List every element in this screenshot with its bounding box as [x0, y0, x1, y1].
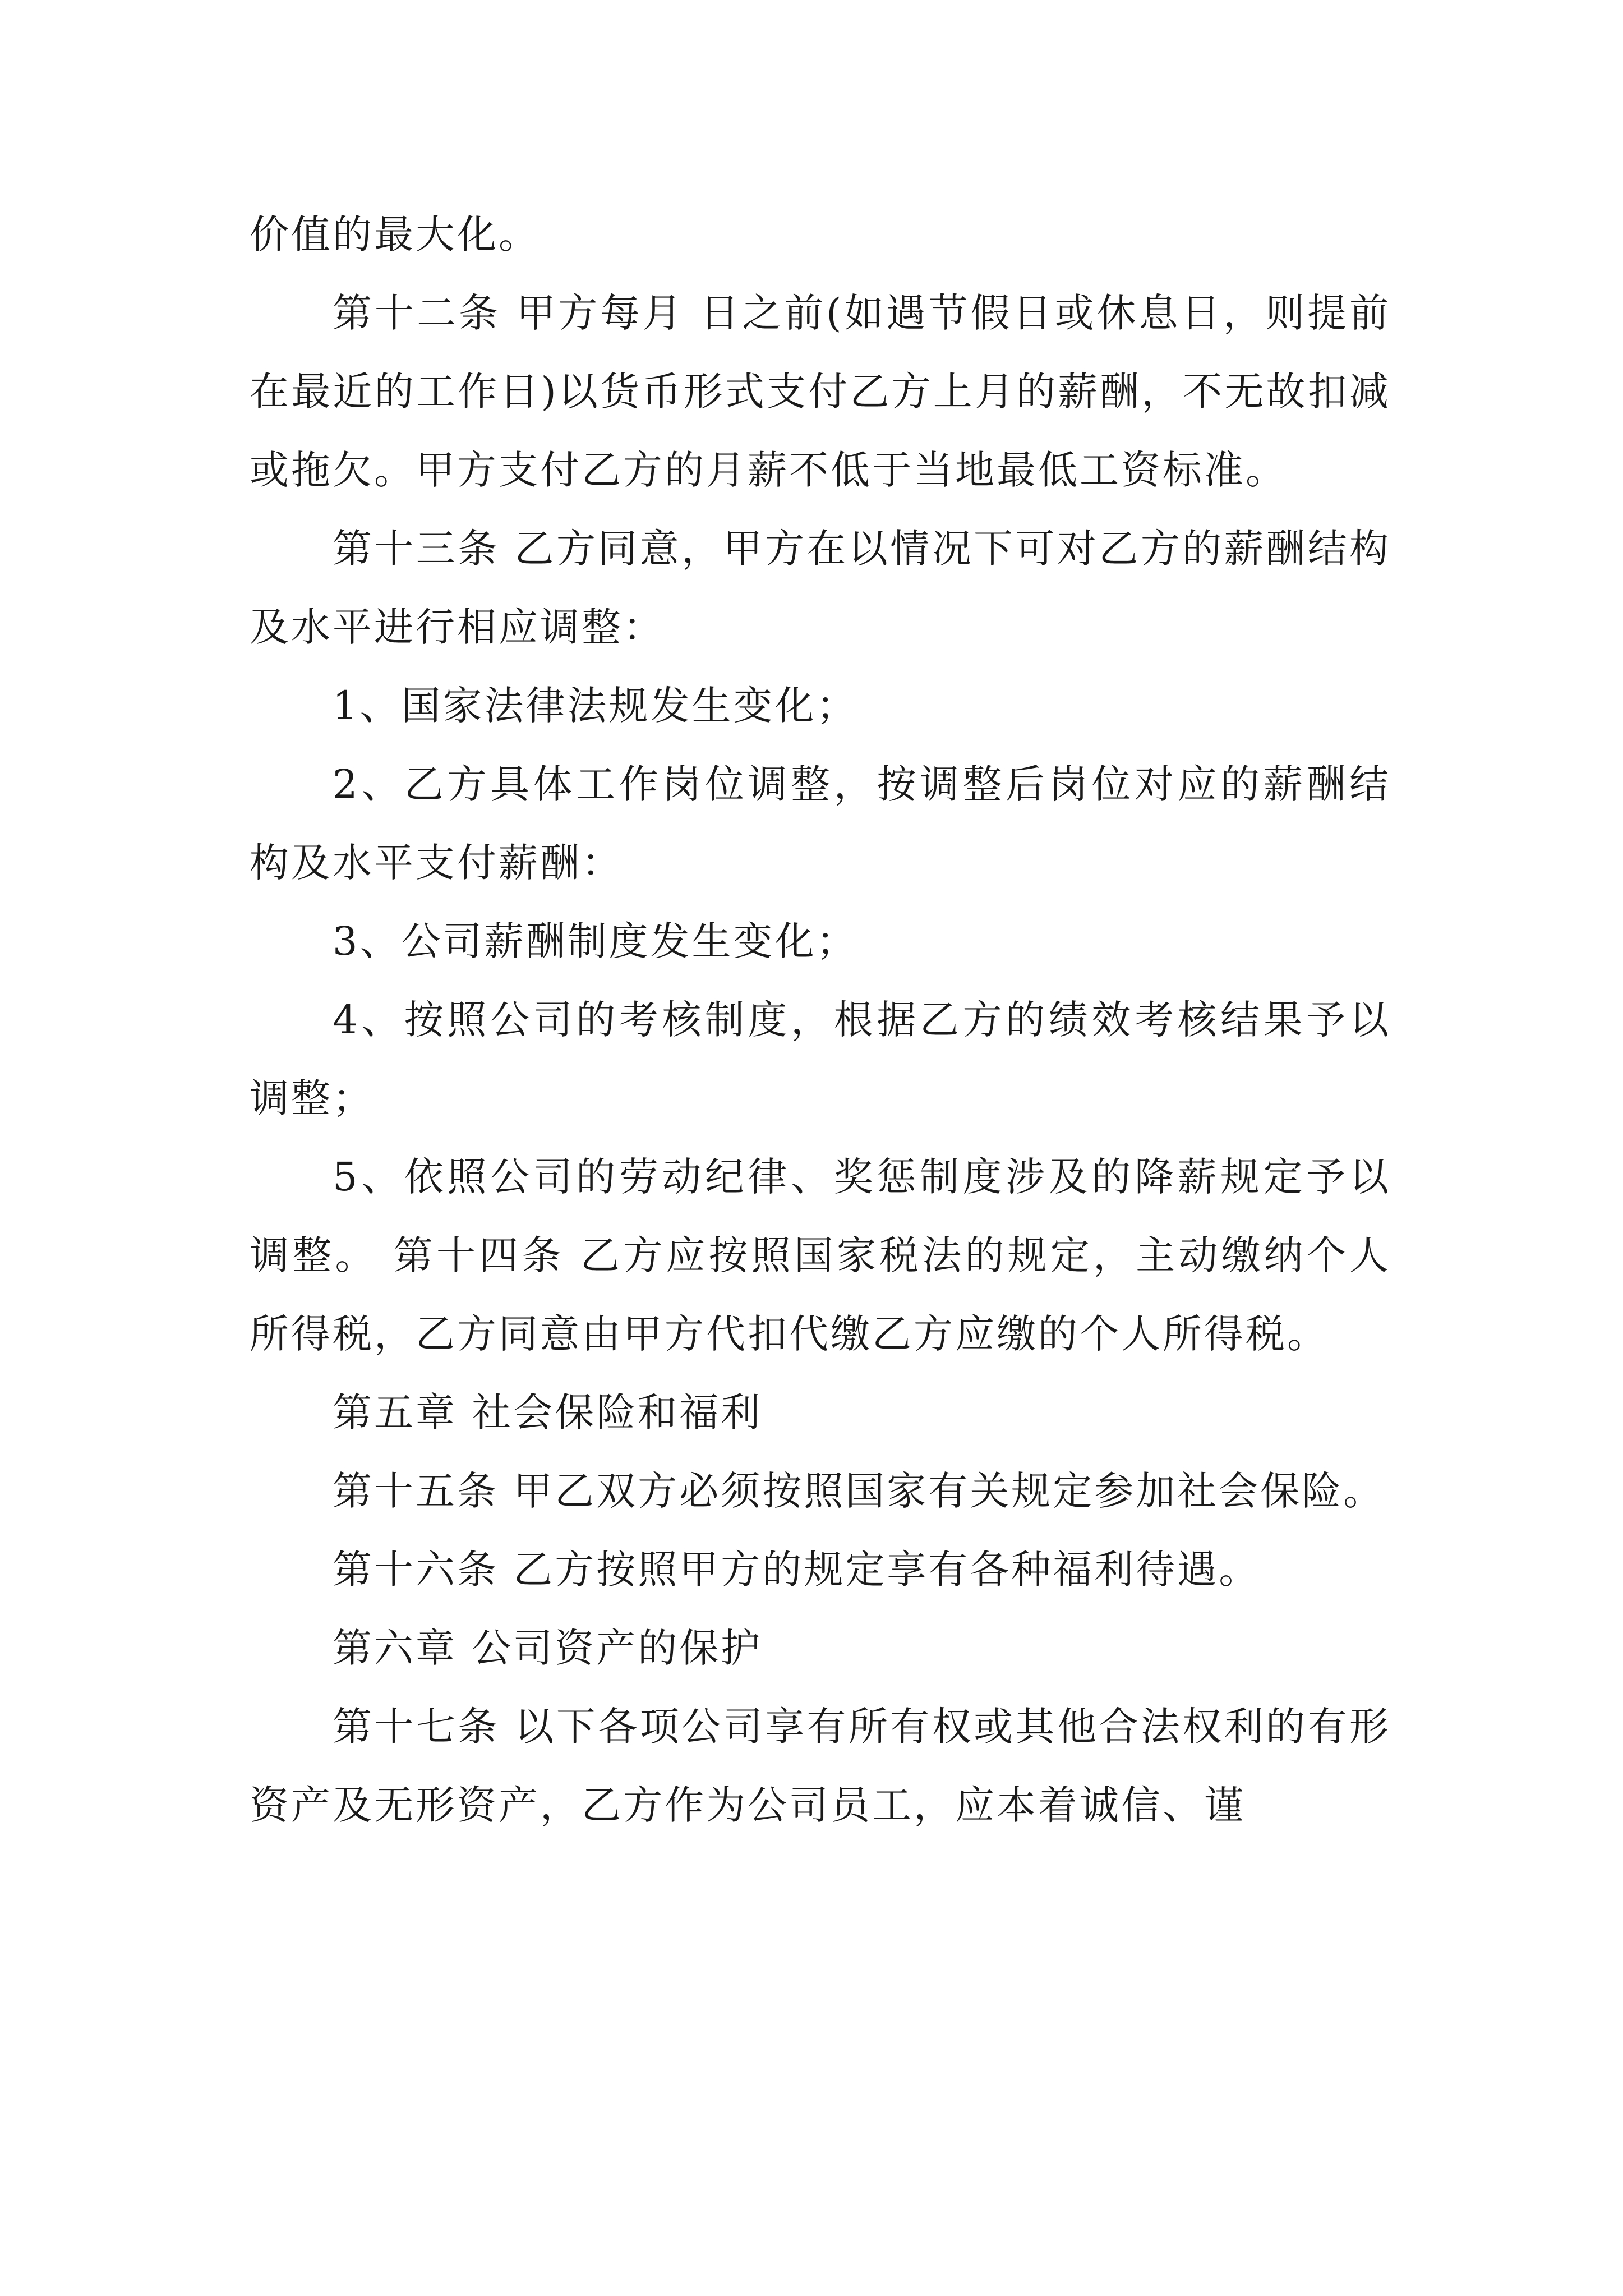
paragraph-article-17: 第十七条 以下各项公司享有所有权或其他合法权利的有形资产及无形资产，乙方作为公司员工，应本着诚信、谨 — [250, 1704, 1391, 1828]
document-body — [250, 195, 1391, 1844]
list-item-1: 1、国家法律法规发生变化； — [333, 683, 858, 729]
paragraph-article-12: 第十二条 甲方每月 日之前(如遇节假日或休息日，则提前在最近的工作日)以货币形式支付乙方上月的薪酬，不无故扣减或拖欠。甲方支付乙方的月薪不低于当地最低工资标准。 — [250, 290, 1391, 493]
paragraph-article-13: 第十三条 乙方同意，甲方在以情况下可对乙方的薪酬结构及水平进行相应调整： — [250, 526, 1391, 650]
chapter-6-heading: 第六章 公司资产的保护 — [333, 1625, 763, 1671]
chapter-5-heading: 第五章 社会保险和福利 — [333, 1389, 763, 1435]
list-item-3: 3、公司薪酬制度发生变化； — [333, 918, 858, 964]
paragraph-continuation: 价值的最大化。 — [250, 211, 540, 257]
paragraph-article-15: 第十五条 甲乙双方必须按照国家有关规定参加社会保险。 — [333, 1468, 1385, 1514]
list-item-4: 4、按照公司的考核制度，根据乙方的绩效考核结果予以调整； — [250, 997, 1391, 1121]
list-item-2: 2、乙方具体工作岗位调整，按调整后岗位对应的薪酬结构及水平支付薪酬： — [250, 761, 1391, 886]
list-item-5-and-article-14: 5、依照公司的劳动纪律、奖惩制度涉及的降薪规定予以调整。 第十四条 乙方应按照国家税法的规定，主动缴纳个人所得税，乙方同意由甲方代扣代缴乙方应缴的个人所得税。 — [250, 1154, 1391, 1357]
paragraph-article-16: 第十六条 乙方按照甲方的规定享有各种福利待遇。 — [333, 1547, 1261, 1593]
